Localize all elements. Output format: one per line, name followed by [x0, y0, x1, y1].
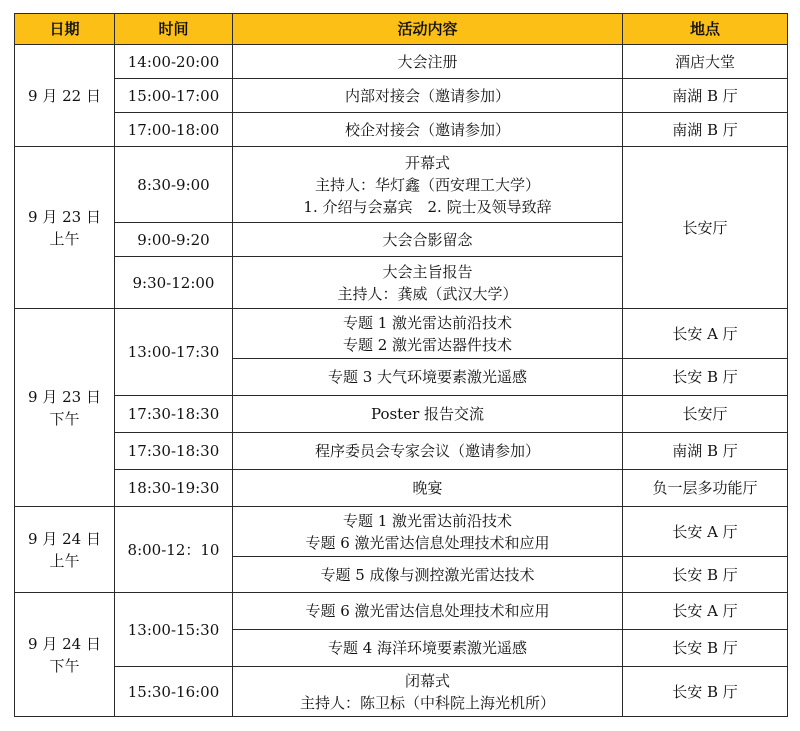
content-cell: Poster 报告交流: [233, 396, 623, 433]
date-cell: 9 月 24 日 上午: [15, 507, 115, 593]
location-cell: 长安 B 厅: [623, 667, 788, 717]
time-cell: 13:00-17:30: [115, 309, 233, 396]
location-cell: 长安 B 厅: [623, 557, 788, 593]
table-row: [15, 45, 788, 79]
table-row: [15, 507, 788, 557]
table-row: [15, 593, 788, 630]
header-time: 时间: [115, 14, 233, 45]
table-row: [15, 147, 788, 223]
time-cell: 17:30-18:30: [115, 396, 233, 433]
content-cell: 闭幕式 主持人：陈卫标（中科院上海光机所）: [233, 667, 623, 717]
header-location: 地点: [623, 14, 788, 45]
location-cell: 长安厅: [623, 396, 788, 433]
location-cell: 酒店大堂: [623, 45, 788, 79]
table-row: [15, 433, 788, 470]
content-cell: 专题 1 激光雷达前沿技术 专题 2 激光雷达器件技术: [233, 309, 623, 359]
schedule-table: [14, 13, 788, 717]
content-cell: 大会主旨报告 主持人：龚威（武汉大学）: [233, 257, 623, 309]
time-cell: 9:30-12:00: [115, 257, 233, 309]
date-cell: 9 月 23 日 下午: [15, 309, 115, 507]
location-cell: 长安 B 厅: [623, 359, 788, 396]
date-cell: 9 月 24 日 下午: [15, 593, 115, 717]
location-cell: 长安 B 厅: [623, 630, 788, 667]
time-cell: 15:30-16:00: [115, 667, 233, 717]
content-cell: 专题 3 大气环境要素激光遥感: [233, 359, 623, 396]
location-cell: 负一层多功能厅: [623, 470, 788, 507]
location-cell: 南湖 B 厅: [623, 113, 788, 147]
time-cell: 18:30-19:30: [115, 470, 233, 507]
content-cell: 专题 4 海洋环境要素激光遥感: [233, 630, 623, 667]
table-row: [15, 309, 788, 359]
location-cell: 南湖 B 厅: [623, 433, 788, 470]
time-cell: 14:00-20:00: [115, 45, 233, 79]
table-row: [15, 667, 788, 717]
content-cell: 专题 5 成像与测控激光雷达技术: [233, 557, 623, 593]
content-cell: 程序委员会专家会议（邀请参加）: [233, 433, 623, 470]
date-cell: 9 月 22 日: [15, 45, 115, 147]
header-content: 活动内容: [233, 14, 623, 45]
content-cell: 校企对接会（邀请参加）: [233, 113, 623, 147]
content-cell: 开幕式 主持人：华灯鑫（西安理工大学） 1. 介绍与会嘉宾 2. 院士及领导致辞: [233, 147, 623, 223]
location-cell: 长安厅: [623, 147, 788, 309]
table-row: [15, 396, 788, 433]
table-row: [15, 470, 788, 507]
time-cell: 13:00-15:30: [115, 593, 233, 667]
location-cell: 长安 A 厅: [623, 593, 788, 630]
table-row: [15, 113, 788, 147]
content-cell: 专题 1 激光雷达前沿技术 专题 6 激光雷达信息处理技术和应用: [233, 507, 623, 557]
time-cell: 17:00-18:00: [115, 113, 233, 147]
content-cell: 晚宴: [233, 470, 623, 507]
header-row: [15, 14, 788, 45]
date-cell: 9 月 23 日 上午: [15, 147, 115, 309]
location-cell: 长安 A 厅: [623, 309, 788, 359]
location-cell: 长安 A 厅: [623, 507, 788, 557]
time-cell: 15:00-17:00: [115, 79, 233, 113]
time-cell: 9:00-9:20: [115, 223, 233, 257]
time-cell: 8:00-12：10: [115, 507, 233, 593]
content-cell: 专题 6 激光雷达信息处理技术和应用: [233, 593, 623, 630]
time-cell: 17:30-18:30: [115, 433, 233, 470]
time-cell: 8:30-9:00: [115, 147, 233, 223]
content-cell: 大会合影留念: [233, 223, 623, 257]
table-row: [15, 79, 788, 113]
location-cell: 南湖 B 厅: [623, 79, 788, 113]
content-cell: 内部对接会（邀请参加）: [233, 79, 623, 113]
content-cell: 大会注册: [233, 45, 623, 79]
header-date: 日期: [15, 14, 115, 45]
